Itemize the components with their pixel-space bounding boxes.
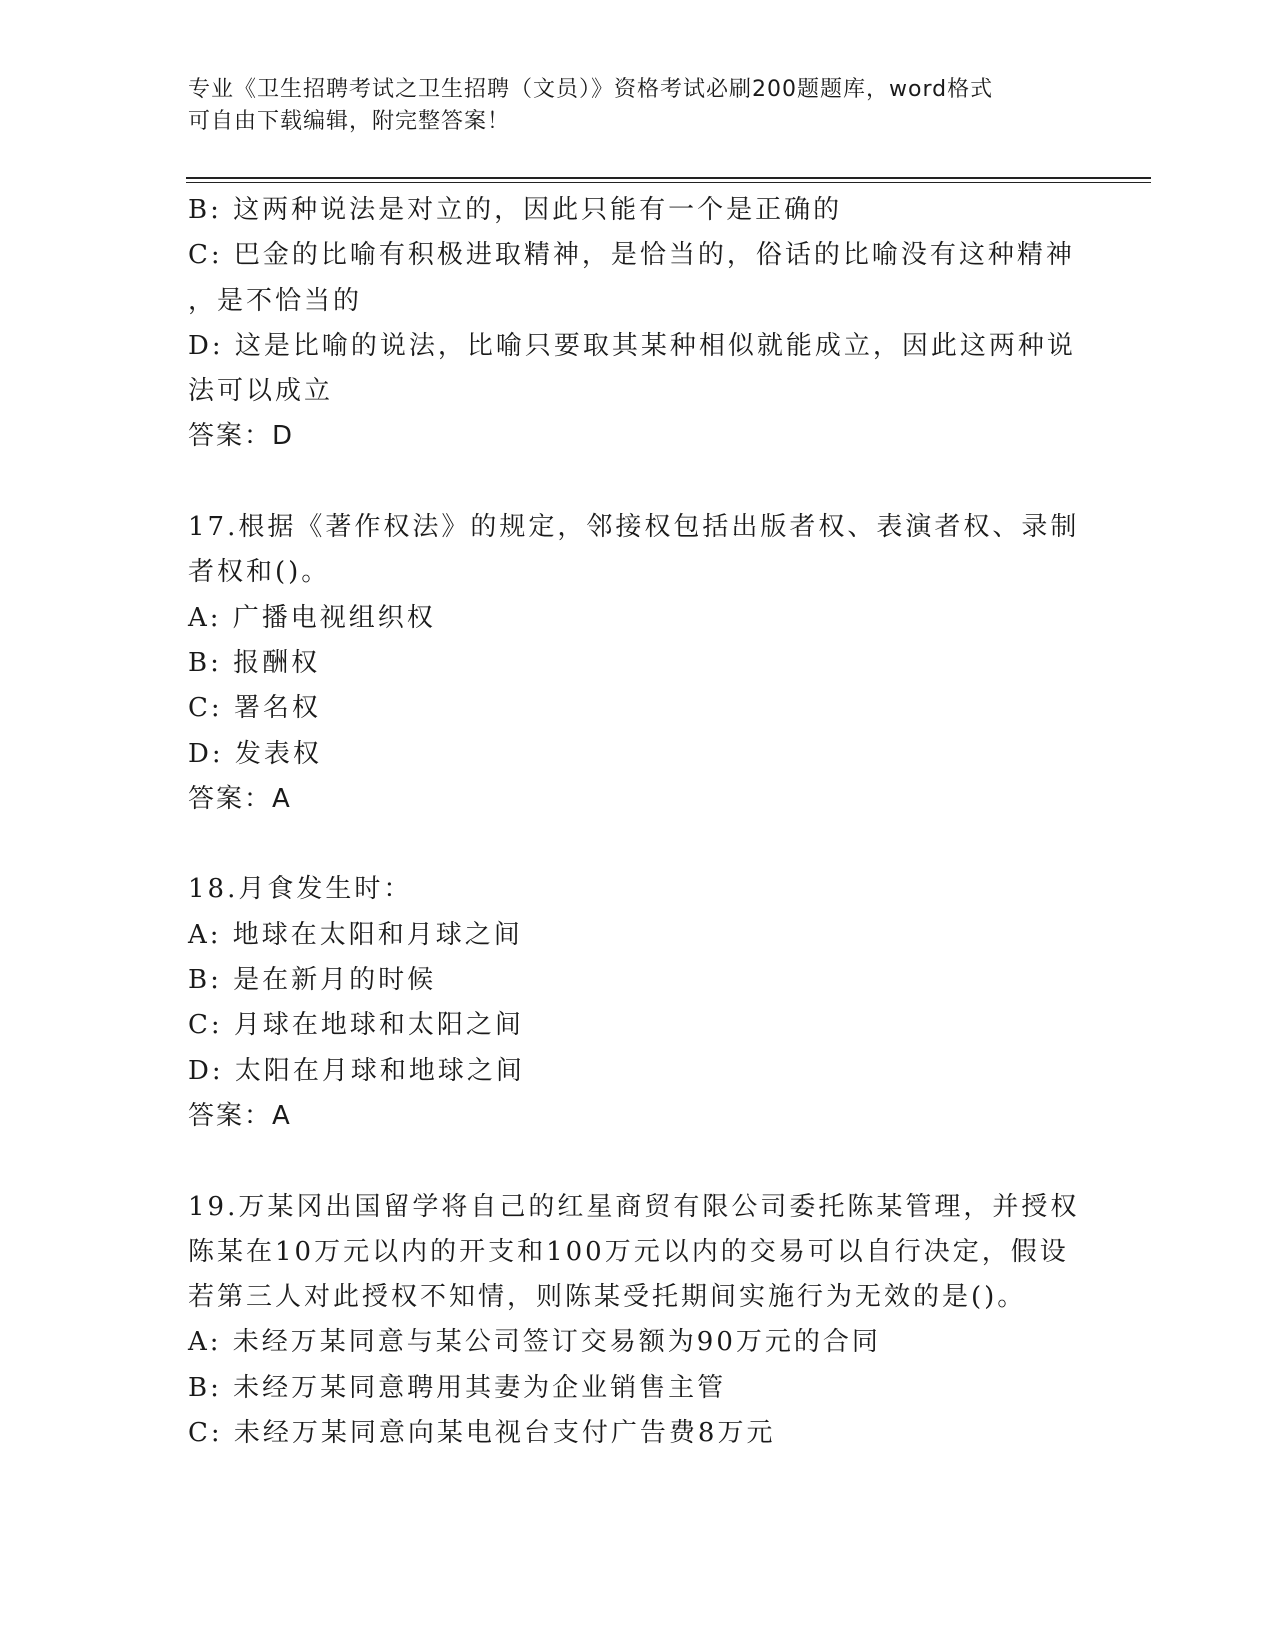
spacer — [188, 1139, 1088, 1184]
question-16 — [188, 188, 1088, 460]
q16-option-c-line2: ，是不恰当的 — [188, 285, 363, 316]
q17-stem-line1: 17.根据《著作权法》的规定，邻接权包括出版者权、表演者权、录制 — [188, 512, 1080, 543]
q16-option-c-line1: C: 巴金的比喻有积极进取精神，是恰当的，俗话的比喻没有这种精神 — [188, 240, 1075, 271]
spacer — [188, 822, 1088, 867]
q18-stem: 18.月食发生时： — [188, 874, 413, 905]
document-header — [188, 74, 1088, 138]
spacer — [188, 460, 1088, 505]
q19-option-c: C: 未经万某同意向某电视台支付广告费8万元 — [188, 1418, 776, 1449]
q17-option-d: D: 发表权 — [188, 738, 322, 769]
q16-option-d-line2: 法可以成立 — [188, 376, 334, 407]
header-rule-thin — [186, 182, 1151, 183]
q17-option-c: C: 署名权 — [188, 693, 321, 724]
q16-answer: 答案：D — [188, 421, 295, 452]
q18-option-a: A: 地球在太阳和月球之间 — [188, 919, 523, 950]
q19-option-a: A: 未经万某同意与某公司签订交易额为90万元的合同 — [188, 1327, 881, 1358]
q18-option-d: D: 太阳在月球和地球之间 — [188, 1055, 525, 1086]
q18-option-c: C: 月球在地球和太阳之间 — [188, 1010, 524, 1041]
q17-option-b: B: 报酬权 — [188, 647, 321, 678]
header-line-2: 可自由下载编辑，附完整答案！ — [188, 109, 511, 134]
q16-option-b: B: 这两种说法是对立的，因此只能有一个是正确的 — [188, 195, 843, 225]
q19-stem-line2: 陈某在10万元以内的开支和100万元以内的交易可以自行决定，假设 — [188, 1236, 1069, 1267]
q18-answer: 答案：A — [188, 1100, 292, 1131]
q18-option-b: B: 是在新月的时候 — [188, 965, 437, 996]
q17-answer: 答案：A — [188, 783, 292, 814]
question-17 — [188, 505, 1088, 822]
q19-option-b: B: 未经万某同意聘用其妻为企业销售主管 — [188, 1372, 727, 1403]
question-19 — [188, 1185, 1088, 1457]
q17-option-a: A: 广播电视组织权 — [188, 602, 436, 633]
question-18 — [188, 867, 1088, 1139]
q19-stem-line1: 19.万某冈出国留学将自己的红星商贸有限公司委托陈某管理，并授权 — [188, 1191, 1080, 1222]
q17-stem-line2: 者权和()。 — [188, 557, 331, 588]
header-line-1: 专业《卫生招聘考试之卫生招聘（文员）》资格考试必刷200题题库，word格式 — [188, 77, 994, 102]
question-content — [188, 188, 1088, 1456]
q16-option-d-line1: D: 这是比喻的说法，比喻只要取其某种相似就能成立，因此这两种说 — [188, 330, 1076, 361]
q19-stem-line3: 若第三人对此授权不知情，则陈某受托期间实施行为无效的是()。 — [188, 1282, 1027, 1313]
header-rule-thick — [186, 177, 1151, 179]
